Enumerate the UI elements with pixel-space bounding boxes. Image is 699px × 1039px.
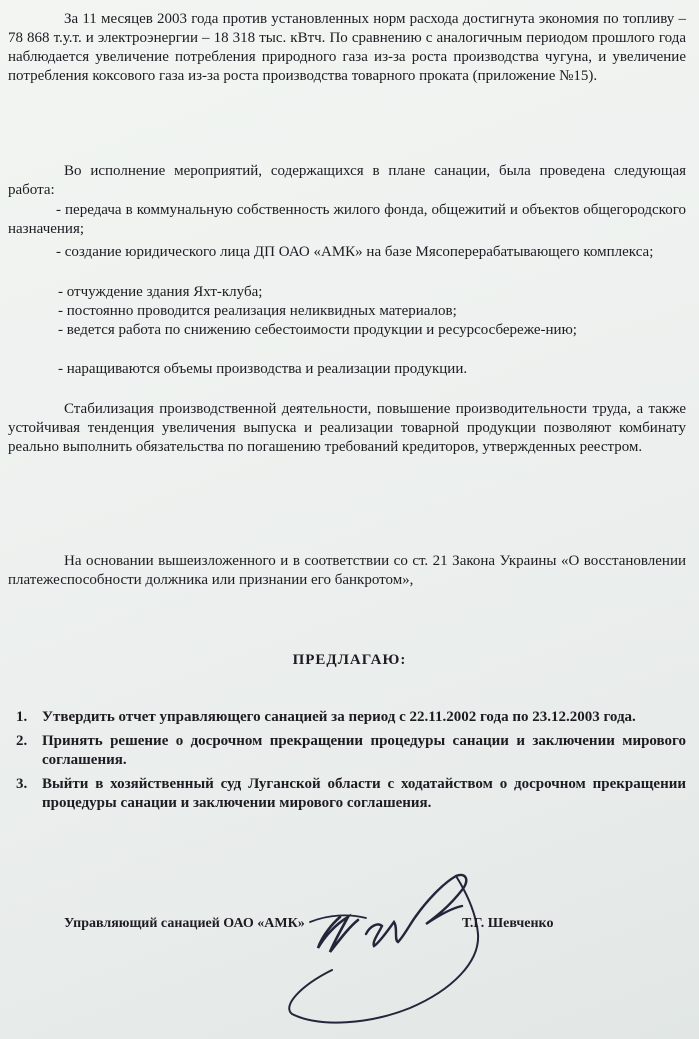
- proposal-list: [14, 708, 686, 818]
- proposal-text: Выйти в хозяйственный суд Луганской области с ходатайством о досрочном прекращении процедуры санации и заключении мирового соглашения.: [42, 776, 686, 811]
- proposal-number: 1.: [16, 709, 28, 725]
- list-item: - ведется работа по снижению себестоимости продукции и ресурсосбереже-нию;: [58, 322, 577, 338]
- signatory-title: Управляющий санацией ОАО «АМК»: [64, 916, 305, 931]
- list-item: - постоянно проводится реализация неликвидных материалов;: [58, 303, 457, 319]
- paragraph-legal-basis: На основании вышеизложенного и в соответствии со ст. 21 Закона Украины «О восстановлении платежеспособности должника или признании его банкротом»,: [8, 553, 686, 588]
- proposal-text: Принять решение о досрочном прекращении процедуры санации и заключении мирового соглашения.: [42, 733, 686, 768]
- proposal-number: 2.: [16, 733, 28, 749]
- list-item: - отчуждение здания Яхт-клуба;: [58, 284, 263, 300]
- list-item: - создание юридического лица ДП ОАО «АМК» на базе Мясоперерабатывающего комплекса;: [56, 244, 654, 260]
- paragraph-economy: За 11 месяцев 2003 года против установленных норм расхода достигнута экономия по топливу – 78 868 т.у.т. и электроэнергии – 18 318 тыс. кВтч. По сравнению с аналогичным периодом прошлого года наблюдается увеличение потребления природного газа из-за роста производства чугуна, и увеличение потребления коксового газа из-за роста производства товарного проката (приложение №15).: [8, 11, 686, 84]
- proposal-item: [14, 708, 686, 727]
- proposal-item: [14, 775, 686, 813]
- handwritten-signature: [270, 862, 510, 1032]
- list-item: - передача в коммунальную собственность жилого фонда, общежитий и объектов общегородского назначения;: [8, 202, 686, 237]
- proposal-item: [14, 732, 686, 770]
- signatory-name: Т.Г. Шевченко: [462, 916, 554, 931]
- proposal-text: Утвердить отчет управляющего санацией за период с 22.11.2002 года по 23.12.2003 года.: [42, 709, 636, 725]
- paragraph-stabilization: Стабилизация производственной деятельности, повышение производительности труда, а также устойчивая тенденция увеличения выпуска и реализации товарной продукции позволяют комбинату реально выполнить обязательства по погашению требований кредиторов, утвержденных реестром.: [8, 401, 686, 455]
- paragraph-sanation-intro: Во исполнение мероприятий, содержащихся в плане санации, была проведена следующая работа:: [8, 163, 686, 198]
- proposal-number: 3.: [16, 776, 28, 792]
- list-item: - наращиваются объемы производства и реализации продукции.: [58, 361, 468, 377]
- heading-propose: ПРЕДЛАГАЮ:: [292, 652, 407, 668]
